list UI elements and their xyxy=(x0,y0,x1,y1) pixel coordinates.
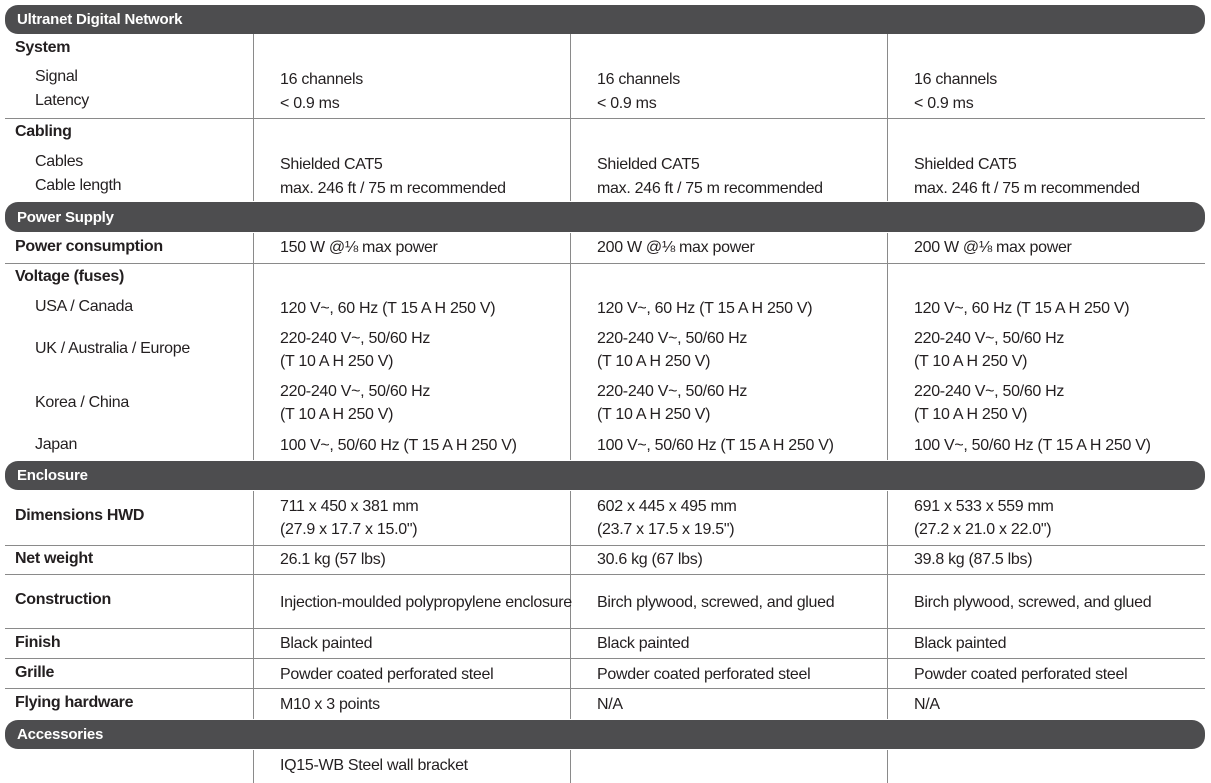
net-weight-label: Net weight xyxy=(15,550,93,567)
korea-china-label: Korea / China xyxy=(35,394,129,411)
accessories-row xyxy=(5,750,1205,783)
latency-value: < 0.9 ms xyxy=(914,95,974,112)
korea-china-value: 220-240 V~, 50/60 Hz xyxy=(280,383,431,400)
dimensions-inches: (27.2 x 21.0 x 22.0") xyxy=(914,521,1052,538)
construction-value: Injection-moulded polypropylene enclosure xyxy=(280,594,572,611)
dimensions-value: 711 x 450 x 381 mm xyxy=(280,498,419,515)
grille-value: Powder coated perforated steel xyxy=(914,666,1128,683)
net-weight-value: 39.8 kg (87.5 lbs) xyxy=(914,551,1033,568)
korea-china-value: 220-240 V~, 50/60 Hz xyxy=(597,383,748,400)
dimensions-row xyxy=(5,491,1205,546)
cables-value: Shielded CAT5 xyxy=(914,156,1017,173)
japan-value: 100 V~, 50/60 Hz (T 15 A H 250 V) xyxy=(597,437,834,454)
flying-hardware-value: M10 x 3 points xyxy=(280,696,380,713)
accessory-value: IQ15-WB Steel wall bracket xyxy=(280,757,468,774)
power-consumption-row xyxy=(5,233,1205,264)
construction-value: Birch plywood, screwed, and glued xyxy=(597,594,835,611)
uk-europe-value: 220-240 V~, 50/60 Hz xyxy=(597,330,748,347)
dimensions-inches: (27.9 x 17.7 x 15.0") xyxy=(280,521,418,538)
signal-value: 16 channels xyxy=(280,71,363,88)
finish-value: Black painted xyxy=(597,635,690,652)
construction-value: Birch plywood, screwed, and glued xyxy=(914,594,1152,611)
grille-row xyxy=(5,659,1205,689)
usa-canada-label: USA / Canada xyxy=(35,298,133,315)
dimensions-inches: (23.7 x 17.5 x 19.5") xyxy=(597,521,735,538)
cables-value: Shielded CAT5 xyxy=(280,156,383,173)
usa-canada-value: 120 V~, 60 Hz (T 15 A H 250 V) xyxy=(914,300,1130,317)
grille-value: Powder coated perforated steel xyxy=(597,666,811,683)
cable-length-value: max. 246 ft / 75 m recommended xyxy=(597,180,823,197)
cable-length-label: Cable length xyxy=(35,177,122,194)
system-label: System xyxy=(15,39,71,56)
japan-label: Japan xyxy=(35,436,78,453)
power-consumption-value: 200 W @⅛ max power xyxy=(597,239,755,256)
signal-label: Signal xyxy=(35,68,78,85)
cabling-label: Cabling xyxy=(15,123,72,140)
uk-europe-value: 220-240 V~, 50/60 Hz xyxy=(280,330,431,347)
section-header-ultranet: Ultranet Digital Network xyxy=(5,5,1205,34)
power-consumption-value: 200 W @⅛ max power xyxy=(914,239,1072,256)
japan-value: 100 V~, 50/60 Hz (T 15 A H 250 V) xyxy=(280,437,517,454)
uk-europe-value: 220-240 V~, 50/60 Hz xyxy=(914,330,1065,347)
korea-china-fuse: (T 10 A H 250 V) xyxy=(280,406,394,423)
cables-value: Shielded CAT5 xyxy=(597,156,700,173)
signal-value: 16 channels xyxy=(914,71,997,88)
cabling-row xyxy=(5,119,1205,201)
section-header-accessories: Accessories xyxy=(5,720,1205,749)
construction-row xyxy=(5,575,1205,629)
flying-hardware-value: N/A xyxy=(597,696,623,713)
finish-label: Finish xyxy=(15,634,61,651)
usa-canada-value: 120 V~, 60 Hz (T 15 A H 250 V) xyxy=(597,300,813,317)
finish-value: Black painted xyxy=(914,635,1007,652)
section-header-enclosure: Enclosure xyxy=(5,461,1205,490)
section-header-power: Power Supply xyxy=(5,202,1205,232)
cable-length-value: max. 246 ft / 75 m recommended xyxy=(280,180,506,197)
construction-label: Construction xyxy=(15,591,111,608)
uk-europe-fuse: (T 10 A H 250 V) xyxy=(914,353,1028,370)
korea-china-fuse: (T 10 A H 250 V) xyxy=(597,406,711,423)
grille-label: Grille xyxy=(15,664,55,681)
latency-value: < 0.9 ms xyxy=(280,95,340,112)
power-consumption-label: Power consumption xyxy=(15,238,163,255)
korea-china-fuse: (T 10 A H 250 V) xyxy=(914,406,1028,423)
power-consumption-value: 150 W @⅛ max power xyxy=(280,239,438,256)
net-weight-row xyxy=(5,546,1205,575)
flying-hardware-label: Flying hardware xyxy=(15,694,134,711)
latency-value: < 0.9 ms xyxy=(597,95,657,112)
net-weight-value: 26.1 kg (57 lbs) xyxy=(280,551,386,568)
uk-europe-label: UK / Australia / Europe xyxy=(35,340,190,357)
flying-hardware-value: N/A xyxy=(914,696,940,713)
uk-europe-fuse: (T 10 A H 250 V) xyxy=(280,353,394,370)
finish-value: Black painted xyxy=(280,635,373,652)
dimensions-value: 602 x 445 x 495 mm xyxy=(597,498,737,515)
dimensions-label: Dimensions HWD xyxy=(15,507,145,524)
system-row xyxy=(5,34,1205,119)
japan-value: 100 V~, 50/60 Hz (T 15 A H 250 V) xyxy=(914,437,1151,454)
voltage-label: Voltage (fuses) xyxy=(15,268,125,285)
latency-label: Latency xyxy=(35,92,89,109)
net-weight-value: 30.6 kg (67 lbs) xyxy=(597,551,703,568)
cables-label: Cables xyxy=(35,153,84,170)
finish-row xyxy=(5,629,1205,659)
flying-hardware-row xyxy=(5,689,1205,719)
usa-canada-value: 120 V~, 60 Hz (T 15 A H 250 V) xyxy=(280,300,496,317)
korea-china-value: 220-240 V~, 50/60 Hz xyxy=(914,383,1065,400)
cable-length-value: max. 246 ft / 75 m recommended xyxy=(914,180,1140,197)
uk-europe-fuse: (T 10 A H 250 V) xyxy=(597,353,711,370)
grille-value: Powder coated perforated steel xyxy=(280,666,494,683)
signal-value: 16 channels xyxy=(597,71,680,88)
dimensions-value: 691 x 533 x 559 mm xyxy=(914,498,1054,515)
voltage-row xyxy=(5,264,1205,460)
